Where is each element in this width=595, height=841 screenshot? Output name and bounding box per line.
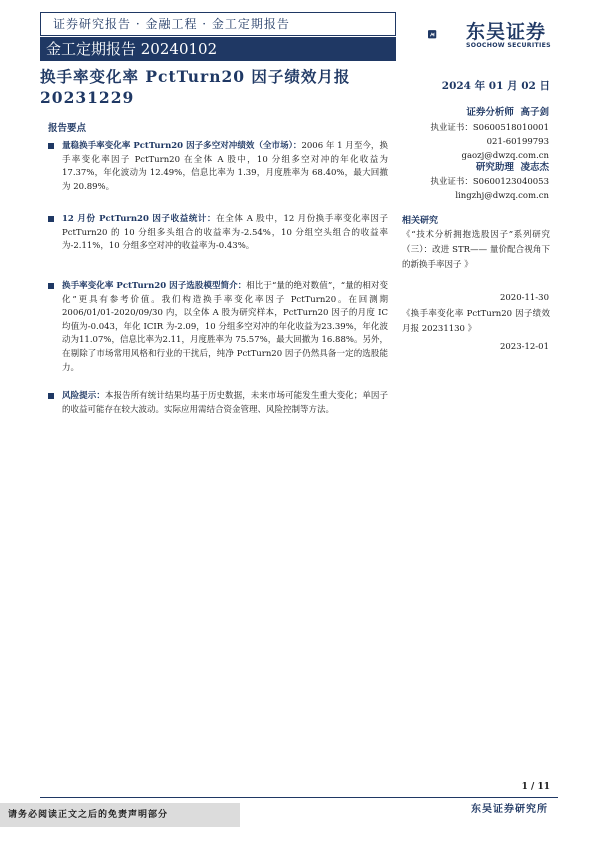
key-point-text: 相比于“量的绝对数值”，“量的相对变化”更具有参考价值。我们构造换手率变化率因子 PctTurn20。在回测期 2006/01/01-2020/09/30 内，以全体 A 股为研究样本，PctTurn20 因子的月度 IC 均值为-0.043，年化 ICIR 为-2.09，10 分组多空对冲的年化收益为23.39%，年化波动为11.07%，信息比率为2.11，月度胜率为 75.57%，最大回撤为 16.88%。另外，在剔除了市场常用风格和行业的干扰后，纯净 PctTurn20 因子仍然具备一定的选股能力。	[62, 281, 388, 373]
key-point-3	[62, 280, 388, 375]
key-point-lead: 风险提示：	[62, 391, 105, 401]
analyst-2-heading	[476, 161, 549, 175]
key-point-lead: 12 月份 PctTurn20 因子收益统计：	[62, 214, 217, 224]
logo-name-en: SOOCHOW SECURITIES	[466, 42, 551, 49]
logo-name-cn: 东吴证券	[466, 21, 547, 43]
page-number: 1 / 11	[521, 782, 550, 792]
analyst-1-heading	[466, 106, 549, 120]
key-points-heading: 报告要点	[48, 123, 87, 134]
related-item-2-date: 2023-12-01	[499, 342, 549, 352]
analyst-name: 高子剑	[520, 107, 549, 118]
bullet-icon	[48, 281, 57, 290]
analyst-role: 研究助理	[475, 162, 514, 173]
key-point-lead: 量稳换手率变化率 PctTurn20 因子多空对冲绩效（全市场）：	[62, 141, 302, 151]
related-heading: 相关研究	[402, 216, 439, 226]
analyst-role: 证券分析师	[466, 107, 514, 118]
related-item-2-title[interactable]: 《换手率变化率 PctTurn20 因子绩效月报 20231130 》	[402, 309, 550, 334]
footer-divider	[40, 797, 558, 798]
analyst-name: 凌志杰	[520, 162, 549, 173]
analyst-1-phone: 021-60199793	[486, 137, 549, 147]
key-point-2	[62, 213, 388, 254]
key-point-1	[62, 140, 388, 194]
related-item-1-title[interactable]: 《“技术分析拥抱选股因子”系列研究（三）：改进 STR—— 量价配合视角下的新换手率因子 》	[402, 230, 550, 270]
key-point-lead: 换手率变化率 PctTurn20 因子选股模型简介：	[62, 281, 247, 291]
analyst-1-email[interactable]: gaozj@dwzq.com.cn	[461, 151, 549, 161]
bullet-icon	[48, 141, 57, 150]
key-point-4	[62, 390, 388, 417]
related-item-1-date: 2020-11-30	[499, 293, 549, 303]
report-title: 换手率变化率 PctTurn20 因子绩效月报 20231229	[40, 67, 351, 107]
report-date: 2024 年 01 月 02 日	[441, 80, 550, 92]
soochow-logo-icon	[428, 18, 462, 52]
key-point-text: 本报告所有统计结果均基于历史数据，未来市场可能发生重大变化；单因子的收益可能存在较大波动。实际应用需结合资金管理、风险控制等方法。	[62, 391, 388, 415]
doc-type-label: 证券研究报告 · 金融工程 · 金工定期报告	[40, 12, 396, 36]
bullet-icon	[48, 391, 57, 400]
disclaimer-text[interactable]: 请务必阅读正文之后的免责声明部分	[8, 810, 169, 820]
series-banner: 金工定期报告 20240102	[40, 37, 396, 61]
analyst-2-email[interactable]: lingzhj@dwzq.com.cn	[455, 191, 549, 201]
disclaimer-banner	[0, 803, 240, 827]
bullet-icon	[48, 214, 57, 223]
analyst-2-cert: 执业证书：S0600123040053	[430, 177, 549, 187]
key-point-text: 2006 年 1 月至今，换手率变化率因子 PctTurn20 在全体 A 股中，10 分组多空对冲的年化收益为 17.37%，年化波动为 12.49%，信息比率为 1.39，月度胜率为 68.40%，最大回撤为 20.89%。	[62, 141, 388, 192]
key-point-text: 在全体 A 股中，12 月份换手率变化率因子 PctTurn20 的 10 分组多头组合的收益率为-2.54%，10 分组空头组合的收益率为-2.11%，10 分组多空对冲的收益率为-0.43%。	[62, 214, 388, 252]
analyst-1-cert: 执业证书：S0600518010001	[430, 123, 549, 133]
footer-company: 东吴证券研究所	[471, 804, 548, 815]
